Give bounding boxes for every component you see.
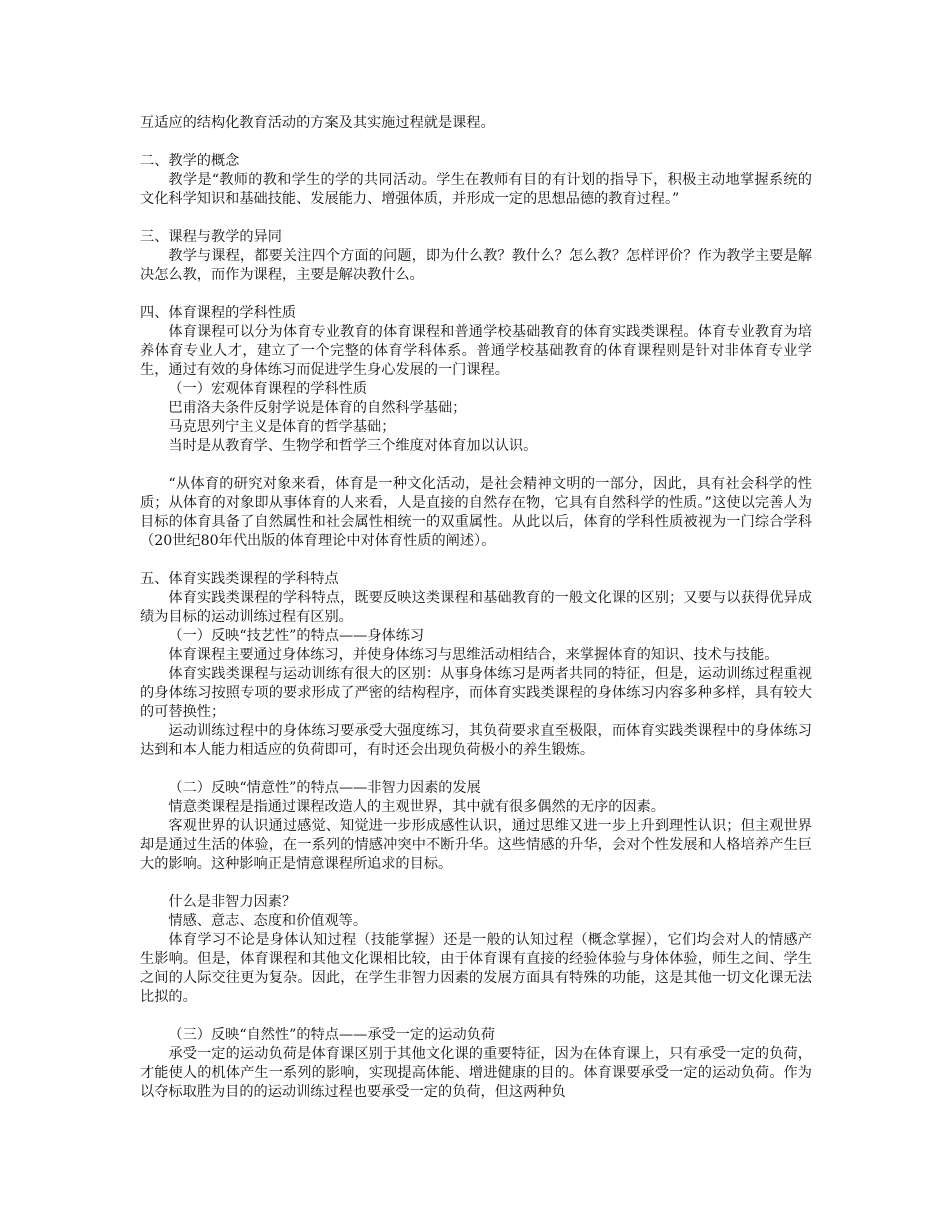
paragraph: （一）宏观体育课程的学科性质 — [168, 381, 368, 397]
section-heading: 四、体育课程的学科性质 — [140, 305, 297, 321]
paragraph: 运动训练过程中的身体练习要承受大强度练习，其负荷要求直至极限，而体育实践类课程中的身体练习达到和本人能力相适应的负荷即可，有时还会出现负荷极小的养生锻炼。 — [140, 723, 812, 758]
paragraph: 马克思列宁主义是体育的哲学基础； — [168, 419, 396, 435]
paragraph: （二）反映“情意性”的特点——非智力因素的发展 — [168, 780, 481, 796]
blank-line — [140, 551, 812, 570]
paragraph: 当时是从教育学、生物学和哲学三个维度对体育加以认识。 — [168, 438, 538, 454]
paragraph: 情意类课程是指通过课程改造人的主观世界，其中就有很多偶然的无序的因素。 — [168, 799, 665, 815]
blank-line — [140, 133, 812, 152]
paragraph: 客观世界的认识通过感觉、知觉进一步形成感性认识，通过思维又进一步上升到理性认识；但主观世界却是通过生活的体验，在一系列的情感冲突中不断升华。这些情感的升华，会对个性发展和人格培养产生巨大的影响。这种影响正是情意课程所追求的目标。 — [140, 818, 812, 872]
blank-line — [140, 285, 812, 304]
paragraph: （一）反映“技艺性”的特点——身体练习 — [168, 628, 425, 644]
paragraph: 巴甫洛夫条件反射学说是体育的自然科学基础； — [168, 400, 467, 416]
blank-line — [140, 456, 812, 475]
section-heading: 三、课程与教学的异同 — [140, 229, 282, 245]
paragraph: 承受一定的运动负荷是体育课区别于其他文化课的重要特征，因为在体育课上，只有承受一定的负荷，才能使人的机体产生一系列的影响，实现提高体能、增进健康的目的。体育课要承受一定的运动负荷。作为以夺标取胜为目的的运动训练过程也要承受一定的负荷，但这两种负 — [140, 1046, 812, 1100]
paragraph: 体育课程可以分为体育专业教育的体育课程和普通学校基础教育的体育实践类课程。体育专业教育为培养体育专业人才，建立了一个完整的体育学科体系。普通学校基础教育的体育课程则是针对非体育专业学生，通过有效的身体练习而促进学生身心发展的一门课程。 — [140, 324, 812, 378]
paragraph: （三）反映“自然性”的特点——承受一定的运动负荷 — [168, 1027, 496, 1043]
section-heading: 五、体育实践类课程的学科特点 — [140, 571, 339, 587]
blank-line — [140, 874, 812, 893]
paragraph: 体育实践类课程的学科特点，既要反映这类课程和基础教育的一般文化课的区别；又要与以获得优异成绩为目标的运动训练过程有区别。 — [140, 590, 812, 625]
blank-line — [140, 209, 812, 228]
paragraph: 情感、意志、态度和价值观等。 — [168, 913, 368, 929]
paragraph: “从体育的研究对象来看，体育是一种文化活动，是社会精神文明的一部分，因此，具有社会科学的性质；从体育的对象即从事体育的人来看，人是直接的自然存在物，它具有自然科学的性质。”这使以完善人为目标的体育具备了自然属性和社会属性相统一的双重属性。从此以后，体育的学科性质被视为一门综合学科（20世纪80年代出版的体育理论中对体育性质的阐述）。 — [140, 476, 812, 549]
paragraph: 什么是非智力因素？ — [168, 894, 297, 910]
blank-line — [140, 1007, 812, 1026]
paragraph: 互适应的结构化教育活动的方案及其实施过程就是课程。 — [140, 115, 495, 131]
blank-line — [140, 760, 812, 779]
paragraph: 教学与课程，都要关注四个方面的问题，即为什么教？教什么？怎么教？怎样评价？作为教学主要是解决怎么教，而作为课程，主要是解决教什么。 — [140, 248, 812, 283]
paragraph: 体育学习不论是身体认知过程（技能掌握）还是一般的认知过程（概念掌握），它们均会对人的情感产生影响。但是，体育课程和其他文化课相比较，由于体育课有直接的经验体验与身体体验，师生之间、学生之间的人际交往更为复杂。因此，在学生非智力因素的发展方面具有特殊的功能，这是其他一切文化课无法比拟的。 — [140, 932, 812, 1005]
section-heading: 二、教学的概念 — [140, 153, 240, 169]
document-body — [140, 114, 812, 1102]
paragraph: 教学是“教师的教和学生的学的共同活动。学生在教师有目的有计划的指导下，积极主动地掌握系统的文化科学知识和基础技能、发展能力、增强体质，并形成一定的思想品德的教育过程。” — [140, 172, 812, 207]
paragraph: 体育课程主要通过身体练习，并使身体练习与思维活动相结合，来掌握体育的知识、技术与技能。 — [168, 647, 779, 663]
paragraph: 体育实践类课程与运动训练有很大的区别：从事身体练习是两者共同的特征，但是，运动训练过程重视的身体练习按照专项的要求形成了严密的结构程序，而体育实践类课程的身体练习内容多种多样，具有较大的可替换性； — [140, 666, 812, 720]
